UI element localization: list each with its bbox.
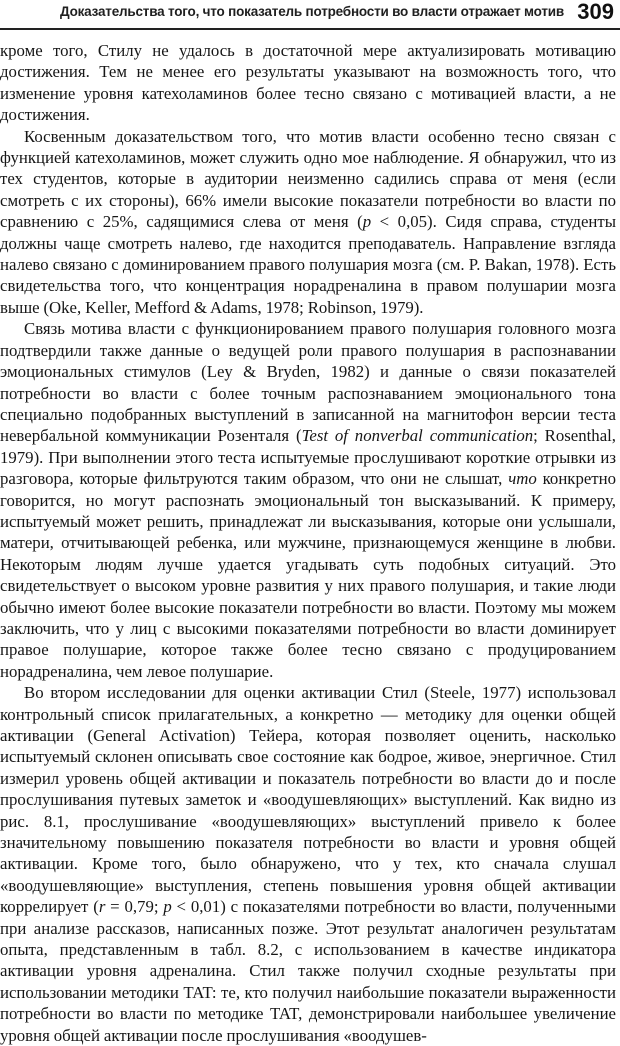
text-run: Косвенным доказательством того, что мотив власти особенно тесно связан с функцией катехоламинов, может служить одно мое наблюдение. Я обнаружил, что из тех студентов, которые в аудитории неизменно садились справа от меня (если смотреть с их стороны), 66% имели высокие показатели потребности во власти по сравнению с 25%, садящимися слева от меня ( xyxy=(0,126,616,232)
text-run: = 0,79; xyxy=(105,897,164,917)
text-run: < 0,01) с показателями потребности во власти, полученными при анализе рассказов, написанных позже. Этот результат аналогичен результатам опыта, представленным в табл. 8.2, с использованием в качестве индикатора активации уровня адреналина. Стил также получил сходные результаты при использовании методики TAT: те, кто получил наибольшие показатели выраженности потребности во власти по методике TAT, демонстрировали наибольшее увеличение уровня общей активации после прослушивания «воодушев- xyxy=(0,897,616,1045)
text-run: Во втором исследовании для оценки активации Стил (Steele, 1977) использовал контрольный список прилагательных, а конкретно — методику для оценки общей активации (General Activation) Тейера, которая позволяет оценить, насколько испытуемый склонен описывать свое состояние как бодрое, живое, энергичное. Стил измерил уровень общей активации и показатель потребности во власти до и после прослушивания путевых заметок и «воодушевляющих» выступлений. Как видно из рис. 8.1, прослушивание «воодушевляющих» выступлений привело к более значительному повышению показателя потребности во власти и уровня общей активации. Кроме того, было обнаружено, что у тех, кто сначала слушал «воодушевляющие» выступления, степень повышения уровня общей активации коррелирует ( xyxy=(0,683,616,917)
paragraph xyxy=(0,40,616,126)
paragraph xyxy=(0,318,616,682)
italic-text: p xyxy=(362,212,372,232)
text-run: конкретно говорится, но могут распознать эмоциональный тон высказываний. К примеру, испытуемый может решить, принадлежат ли высказывания, которые они услышали, матери, отчитывающей ребенка, или мужчине, признающемуся женщине в любви. Некоторым людям лучше удается угадывать суть подобных ситуаций. Это свидетельствует о высоком уровне развития у них правого полушария, и такие люди обычно имеют более высокие показатели потребности во власти. Поэтому мы можем заключить, что у лиц с высокими показателями потребности во власти доминирует правое полушарие, которое также более тесно связано с продуцированием норадреналина, чем левое полушарие. xyxy=(0,469,617,681)
running-title: Доказательства того, что показатель потребности во власти отражает мотив xyxy=(60,4,564,19)
italic-text: r xyxy=(98,897,106,917)
text-run: < 0,05). Сидя справа, студенты должны чаще смотреть налево, где находится преподаватель. Направление взгляда налево связано с доминированием правого полушария мозга (см. P. Bakan, 1978). Есть свидетельства того, что концентрация норадреналина в правом полушарии мозга выше (Oke, Keller, Mefford & Adams, 1978; Robinson, 1979). xyxy=(0,212,616,317)
italic-text: p xyxy=(163,897,172,917)
body-text xyxy=(0,40,616,1046)
text-run: кроме того, Стилу не удалось в достаточной мере актуализировать мотивацию достижения. Тем не менее его результаты указывают на возможность того, что изменение уровня катехоламинов более тесно связано с мотивацией власти, а не достижения. xyxy=(0,41,616,125)
italic-text: Test of nonverbal communication xyxy=(301,426,534,446)
italic-text: что xyxy=(508,469,537,489)
text-run: Связь мотива власти с функционированием правого полушария головного мозга подтвердили также данные о ведущей роли правого полушария в распознавании эмоциональных стимулов (Ley & Bryden, 1982) и данные о связи показателей потребности во власти с более точным распознаванием эмоционального тона специально подобранных выступлений в записанной на магнитофон версии теста невербальной коммуникации Розенталя ( xyxy=(0,319,616,446)
text-run: ; Rosenthal, 1979). При выполнении этого теста испытуемые прослушивают короткие отрывки из разговора, которые фильтруются таким образом, что они не слышат, xyxy=(0,426,616,489)
page-number: 309 xyxy=(577,0,614,24)
running-head xyxy=(0,0,620,30)
paragraph xyxy=(0,682,616,1046)
paragraph xyxy=(0,126,616,319)
